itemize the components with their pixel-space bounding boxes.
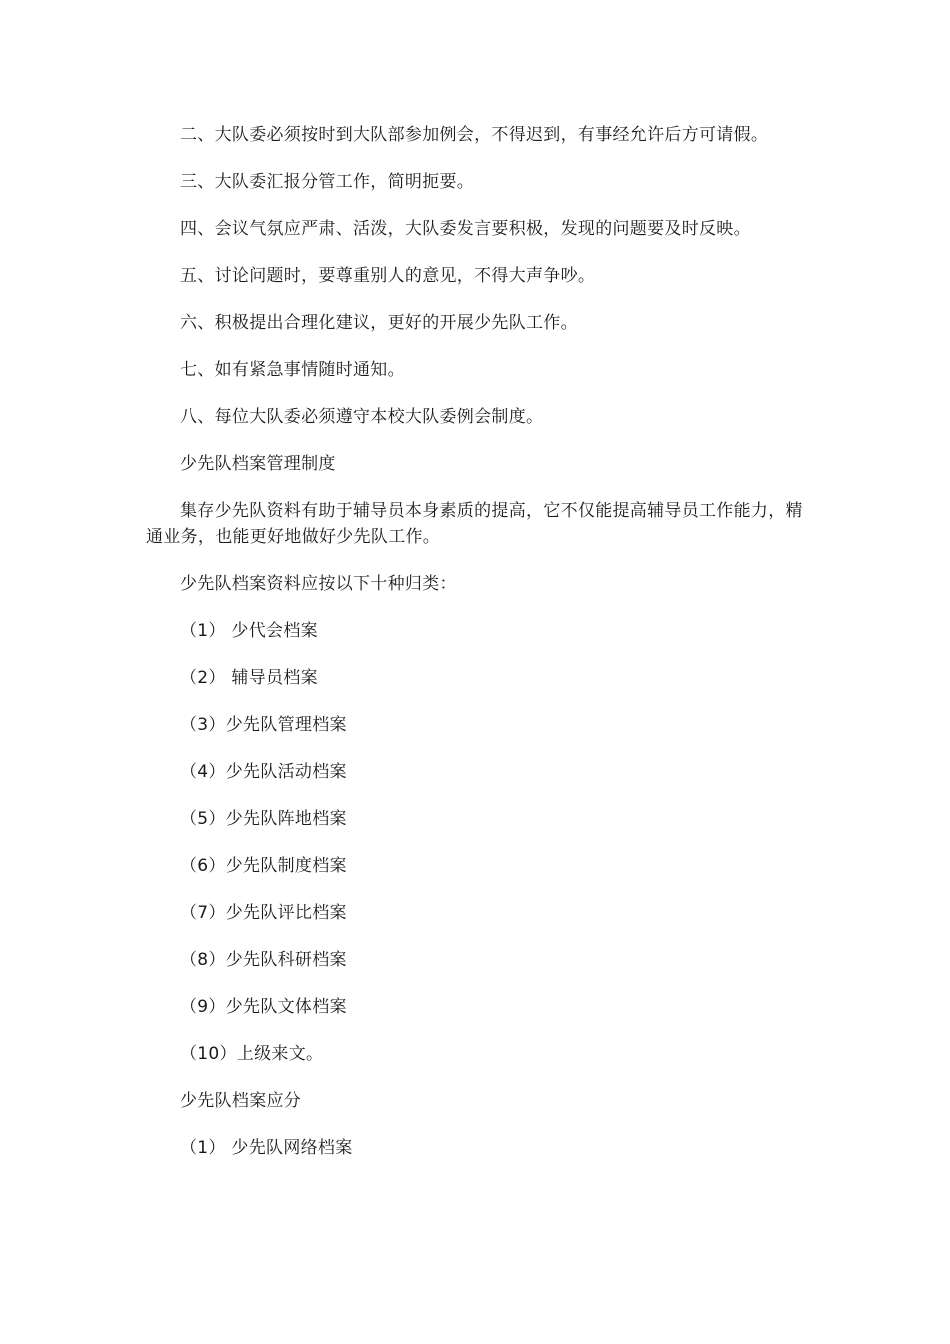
paragraph-rule-7: 七、如有紧急事情随时通知。 — [180, 360, 405, 380]
list-item-network-archive: （1） 少先队网络档案 — [180, 1138, 353, 1158]
paragraph-rule-8: 八、每位大队委必须遵守本校大队委例会制度。 — [180, 407, 544, 427]
list-item-2: （2） 辅导员档案 — [180, 668, 318, 688]
section-heading-archive-rules: 少先队档案管理制度 — [180, 454, 336, 474]
paragraph-rule-3: 三、大队委汇报分管工作，简明扼要。 — [180, 172, 475, 192]
paragraph-rule-4: 四、会议气氛应严肃、活泼，大队委发言要积极，发现的问题要及时反映。 — [180, 219, 751, 239]
paragraph-archive-division: 少先队档案应分 — [180, 1091, 302, 1111]
paragraph-rule-5: 五、讨论问题时，要尊重别人的意见，不得大声争吵。 — [180, 266, 596, 286]
paragraph-rule-2: 二、大队委必须按时到大队部参加例会，不得迟到，有事经允许后方可请假。 — [180, 125, 769, 145]
list-item-6: （6）少先队制度档案 — [180, 856, 347, 876]
list-item-8: （8）少先队科研档案 — [180, 950, 347, 970]
list-item-3: （3）少先队管理档案 — [180, 715, 347, 735]
list-item-1: （1） 少代会档案 — [180, 621, 318, 641]
list-item-10: （10）上级来文。 — [180, 1044, 324, 1064]
list-item-9: （9）少先队文体档案 — [180, 997, 347, 1017]
list-item-5: （5）少先队阵地档案 — [180, 809, 347, 829]
paragraph-archive-categories: 少先队档案资料应按以下十种归类： — [180, 574, 457, 594]
list-item-4: （4）少先队活动档案 — [180, 762, 347, 782]
paragraph-rule-6: 六、积极提出合理化建议，更好的开展少先队工作。 — [180, 313, 578, 333]
paragraph-archive-intro: 集存少先队资料有助于辅导员本身素质的提高，它不仅能提高辅导员工作能力，精通业务，也能更好地做好少先队工作。 — [146, 501, 803, 547]
list-item-7: （7）少先队评比档案 — [180, 903, 347, 923]
document-body — [146, 122, 810, 1182]
